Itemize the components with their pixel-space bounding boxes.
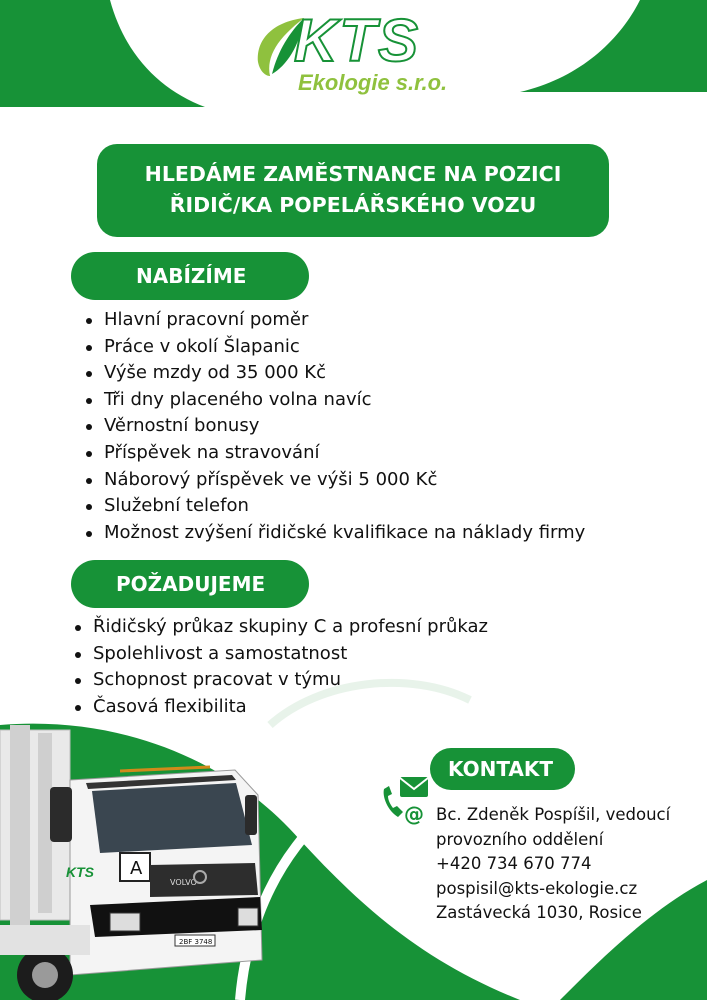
headline-line-2: ŘIDIČ/KA POPELÁŘSKÉHO VOZU [169,193,537,217]
contact-address: Zastávecká 1030, Rosice [436,903,642,922]
contact-email[interactable]: pospisil@kts-ekologie.cz [436,878,638,898]
list-item: Možnost zvýšení řidičské kvalifikace na náklady firmy [104,520,585,547]
svg-text:@: @ [404,802,424,826]
requirements-list [93,614,488,720]
garbage-truck-image [0,725,268,1000]
license-plate: 2BF 3748 [179,938,213,946]
list-item: Řidičský průkaz skupiny C a profesní průkaz [93,614,488,641]
list-item: Služební telefon [104,493,585,520]
truck-brand: VOLVO [170,878,197,887]
offer-heading: NABÍZÍME [71,252,309,300]
top-left-wave [0,0,205,107]
at-icon [404,802,424,826]
envelope-icon [400,777,428,797]
contact-position: provozního oddělení [436,829,604,849]
list-item: Výše mzdy od 35 000 Kč [104,360,585,387]
list-item: Tři dny placeného volna navíc [104,387,585,414]
logo-name: KTS [294,7,420,74]
company-logo [252,7,462,98]
job-headline [97,144,609,237]
contact-heading: KONTAKT [430,748,575,790]
contact-name: Bc. Zdeněk Pospíšil, vedoucí [436,805,671,824]
list-item: Práce v okolí Šlapanic [104,334,585,361]
offer-list [104,307,585,546]
contact-phone[interactable]: +420 734 670 774 [436,854,592,873]
top-right-wave [520,0,707,92]
truck-badge: A [130,858,143,879]
contact-details [436,803,670,926]
list-item: Náborový příspěvek ve výši 5 000 Kč [104,467,585,494]
list-item: Hlavní pracovní poměr [104,307,585,334]
contact-icon-group [378,775,430,827]
truck-side-logo: KTS [66,864,94,880]
list-item: Věrnostní bonusy [104,413,585,440]
headline-line-1: HLEDÁME ZAMĚSTNANCE NA POZICI [144,162,562,186]
requirements-heading: POŽADUJEME [71,560,309,608]
list-item: Časová flexibilita [93,694,488,721]
logo-subtitle: Ekologie s.r.o. [298,70,448,95]
list-item: Schopnost pracovat v týmu [93,667,488,694]
list-item: Spolehlivost a samostatnost [93,641,488,668]
list-item: Příspěvek na stravování [104,440,585,467]
